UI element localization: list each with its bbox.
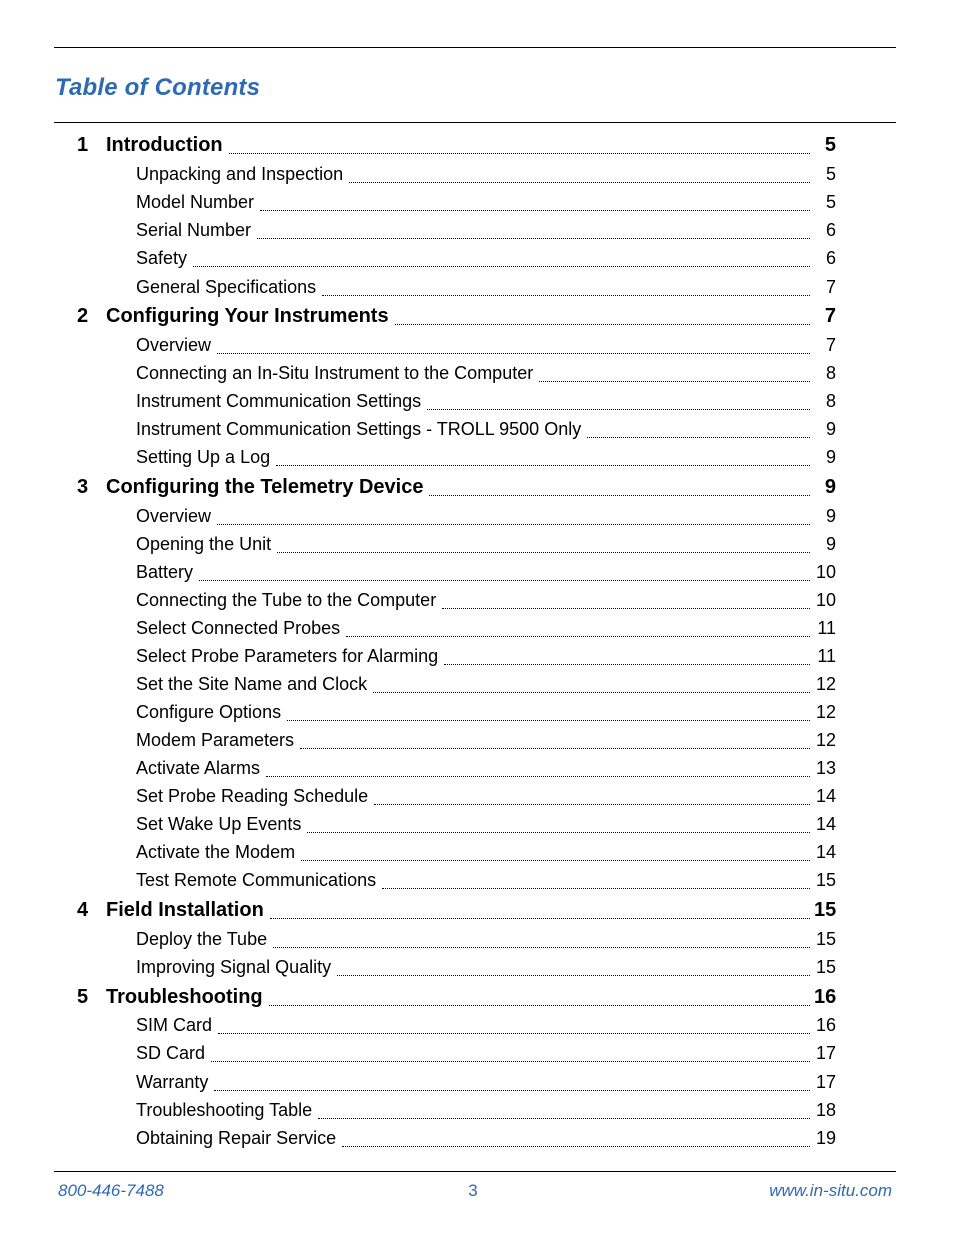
chapter-title: Troubleshooting [106, 986, 263, 1008]
section-title: Instrument Communication Settings [136, 391, 422, 411]
dot-leader [273, 927, 810, 948]
page-number: 15 [814, 899, 837, 921]
section-title: Improving Signal Quality [136, 957, 332, 977]
section-title: Opening the Unit [136, 534, 272, 554]
section-title: Connecting an In-Situ Instrument to the Computer [136, 363, 534, 383]
page-number: 11 [817, 618, 836, 638]
section-title: Set Wake Up Events [136, 814, 302, 834]
dot-leader [270, 898, 810, 919]
toc-section-entry[interactable] [0, 560, 954, 584]
toc-section-entry[interactable] [0, 504, 954, 528]
dot-leader [217, 504, 810, 525]
page-number: 10 [815, 562, 836, 582]
section-title: Select Connected Probes [136, 618, 341, 638]
dot-leader [193, 246, 810, 267]
section-title: Configure Options [136, 702, 282, 722]
toc-section-entry[interactable] [0, 445, 954, 469]
dot-leader [218, 1013, 810, 1034]
toc-chapter-entry[interactable] [0, 985, 954, 1009]
page-number: 19 [815, 1128, 836, 1148]
toc-section-entry[interactable] [0, 1041, 954, 1065]
page-number: 11 [817, 646, 836, 666]
page-number: 8 [825, 363, 836, 383]
dot-leader [300, 728, 810, 749]
dot-leader [539, 361, 810, 382]
toc-section-entry[interactable] [0, 218, 954, 242]
toc-section-entry[interactable] [0, 672, 954, 696]
section-title: Activate the Modem [136, 842, 296, 862]
toc-section-entry[interactable] [0, 868, 954, 892]
dot-leader [266, 756, 810, 777]
chapter-title: Field Installation [106, 899, 264, 921]
dot-leader [444, 644, 810, 665]
page-number: 7 [825, 335, 836, 355]
toc-chapter-entry[interactable] [0, 304, 954, 328]
section-title: Overview [136, 335, 212, 355]
dot-leader [374, 784, 810, 805]
dot-leader [269, 985, 810, 1006]
dot-leader [382, 868, 810, 889]
page-number: 9 [825, 534, 836, 554]
chapter-title: Configuring the Telemetry Device [106, 476, 424, 498]
dot-leader [442, 588, 810, 609]
page-number: 12 [815, 702, 836, 722]
chapter-title: Introduction [106, 134, 223, 156]
page-number: 12 [815, 730, 836, 750]
section-title: Test Remote Communications [136, 870, 377, 890]
toc-chapter-entry[interactable] [0, 475, 954, 499]
toc-section-entry[interactable] [0, 644, 954, 668]
page-number: 5 [825, 192, 836, 212]
dot-leader [276, 445, 810, 466]
dot-leader [214, 1070, 810, 1091]
toc-chapter-entry[interactable] [0, 898, 954, 922]
dot-leader [322, 275, 810, 296]
chapter-number: 5 [77, 986, 89, 1008]
header-rule [54, 47, 896, 48]
toc-section-entry[interactable] [0, 389, 954, 413]
toc-section-entry[interactable] [0, 784, 954, 808]
page-number: 5 [825, 164, 836, 184]
dot-leader [199, 560, 810, 581]
section-title: Battery [136, 562, 194, 582]
dot-leader [217, 333, 810, 354]
section-title: Modem Parameters [136, 730, 295, 750]
toc-section-entry[interactable] [0, 532, 954, 556]
page-number: 6 [825, 248, 836, 268]
page-number: 14 [815, 842, 836, 862]
chapter-number: 1 [77, 134, 89, 156]
toc-chapter-entry[interactable] [0, 133, 954, 157]
toc-section-entry[interactable] [0, 588, 954, 612]
footer-website[interactable]: www.in-situ.com [769, 1181, 892, 1200]
section-title: Unpacking and Inspection [136, 164, 344, 184]
section-title: Obtaining Repair Service [136, 1128, 337, 1148]
section-title: Model Number [136, 192, 255, 212]
page-number: 6 [825, 220, 836, 240]
page-number: 15 [815, 957, 836, 977]
toc-section-entry[interactable] [0, 840, 954, 864]
dot-leader [287, 700, 810, 721]
section-title: SD Card [136, 1043, 206, 1063]
section-title: Safety [136, 248, 188, 268]
page-number: 12 [815, 674, 836, 694]
toc-section-entry[interactable] [0, 700, 954, 724]
page-number: 5 [824, 134, 836, 156]
toc-section-entry[interactable] [0, 246, 954, 270]
toc-section-entry[interactable] [0, 1098, 954, 1122]
page-title: Table of Contents [55, 74, 261, 101]
section-title: SIM Card [136, 1015, 213, 1035]
toc-section-entry[interactable] [0, 1126, 954, 1150]
page-number: 13 [815, 758, 836, 778]
page-number: 8 [825, 391, 836, 411]
page-number: 16 [814, 986, 837, 1008]
footer-phone: 800-446-7488 [58, 1181, 164, 1200]
section-title: Setting Up a Log [136, 447, 271, 467]
dot-leader [373, 672, 810, 693]
dot-leader [427, 389, 810, 410]
page-number: 9 [825, 506, 836, 526]
page-number: 9 [824, 476, 836, 498]
page-number: 9 [825, 419, 836, 439]
dot-leader [260, 190, 810, 211]
toc-section-entry[interactable] [0, 1013, 954, 1037]
chapter-number: 2 [77, 305, 89, 327]
dot-leader [395, 304, 810, 325]
dot-leader [342, 1126, 810, 1147]
footer-page-number: 3 [468, 1181, 478, 1200]
toc-section-entry[interactable] [0, 1070, 954, 1094]
page-number: 16 [815, 1015, 836, 1035]
title-rule [54, 122, 896, 123]
section-title: Set Probe Reading Schedule [136, 786, 369, 806]
toc-section-entry[interactable] [0, 190, 954, 214]
chapter-number: 3 [77, 476, 89, 498]
dot-leader [277, 532, 810, 553]
section-title: Set the Site Name and Clock [136, 674, 368, 694]
dot-leader [346, 616, 810, 637]
toc-section-entry[interactable] [0, 275, 954, 299]
page-number: 17 [815, 1043, 836, 1063]
dot-leader [229, 133, 810, 154]
page-number: 18 [815, 1100, 836, 1120]
page-number: 7 [825, 277, 836, 297]
dot-leader [587, 417, 810, 438]
chapter-number: 4 [77, 899, 89, 921]
section-title: Activate Alarms [136, 758, 261, 778]
toc-section-entry[interactable] [0, 616, 954, 640]
toc-section-entry[interactable] [0, 333, 954, 357]
page-number: 15 [815, 929, 836, 949]
section-title: Deploy the Tube [136, 929, 268, 949]
dot-leader [211, 1041, 810, 1062]
toc-section-entry[interactable] [0, 361, 954, 385]
chapter-title: Configuring Your Instruments [106, 305, 389, 327]
toc-section-entry[interactable] [0, 812, 954, 836]
toc-section-entry[interactable] [0, 927, 954, 951]
toc-section-entry[interactable] [0, 955, 954, 979]
dot-leader [257, 218, 810, 239]
toc-section-entry[interactable] [0, 162, 954, 186]
page-number: 14 [815, 786, 836, 806]
page-number: 14 [815, 814, 836, 834]
section-title: Troubleshooting Table [136, 1100, 313, 1120]
toc-section-entry[interactable] [0, 756, 954, 780]
page-number: 7 [824, 305, 836, 327]
page-number: 15 [815, 870, 836, 890]
toc-section-entry[interactable] [0, 417, 954, 441]
dot-leader [301, 840, 810, 861]
footer-rule [54, 1171, 896, 1172]
section-title: Warranty [136, 1072, 209, 1092]
dot-leader [318, 1098, 810, 1119]
page-number: 9 [825, 447, 836, 467]
section-title: Serial Number [136, 220, 252, 240]
section-title: General Specifications [136, 277, 317, 297]
dot-leader [429, 475, 810, 496]
section-title: Instrument Communication Settings - TROLL 9500 Only [136, 419, 582, 439]
toc-section-entry[interactable] [0, 728, 954, 752]
section-title: Select Probe Parameters for Alarming [136, 646, 439, 666]
dot-leader [349, 162, 810, 183]
section-title: Overview [136, 506, 212, 526]
page-number: 10 [815, 590, 836, 610]
dot-leader [307, 812, 810, 833]
section-title: Connecting the Tube to the Computer [136, 590, 437, 610]
dot-leader [337, 955, 810, 976]
page-number: 17 [815, 1072, 836, 1092]
